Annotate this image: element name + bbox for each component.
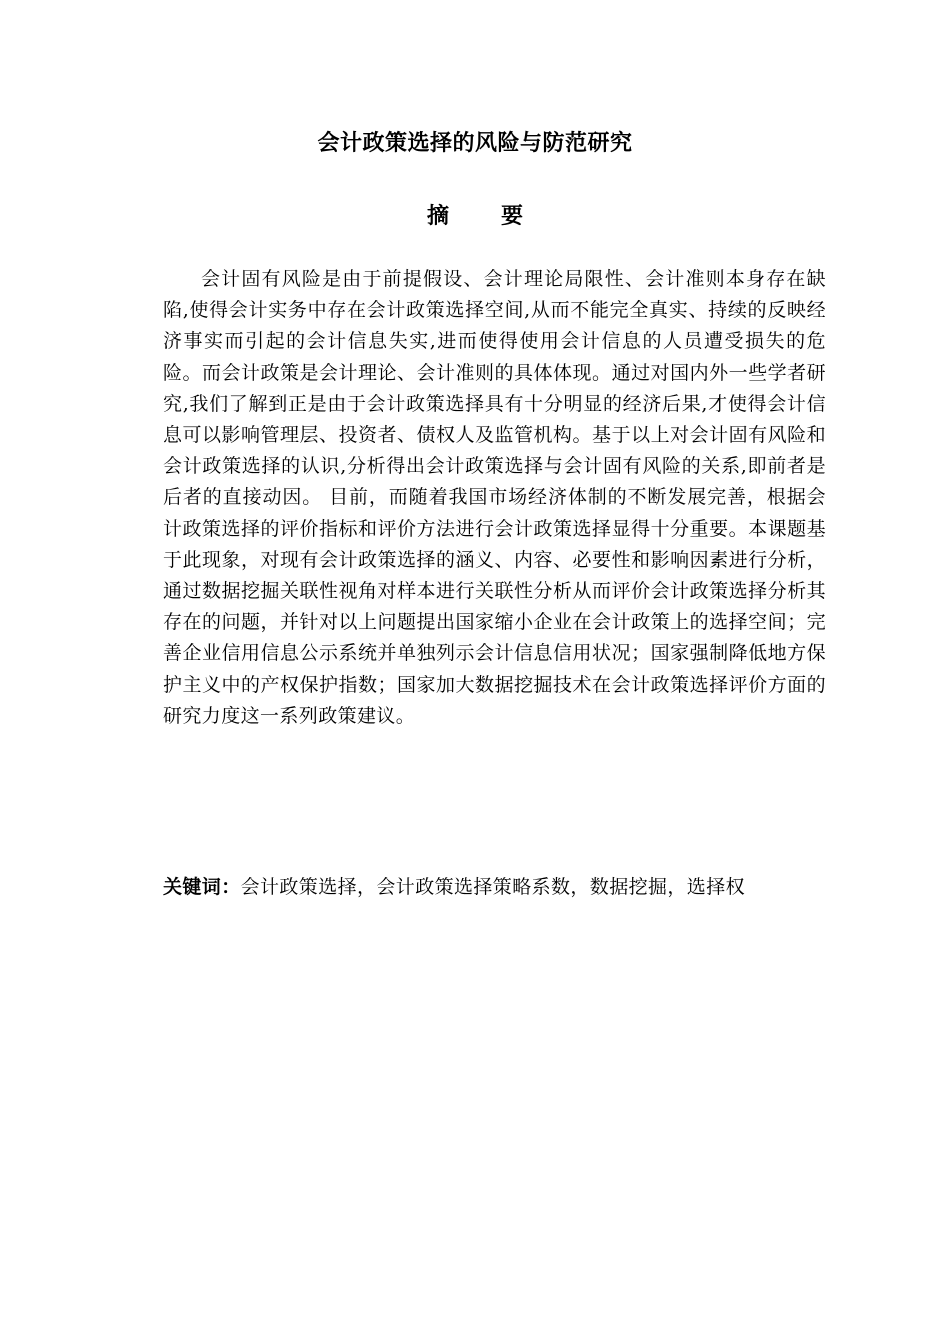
keywords-line bbox=[163, 872, 826, 903]
abstract-heading: 摘要 bbox=[426, 204, 575, 229]
keywords-label: 关键词： bbox=[163, 876, 241, 898]
abstract-paragraph: 会计固有风险是由于前提假设、会计理论局限性、会计准则本身存在缺陷,使得会计实务中存在会计政策选择空间,从而不能完全真实、持续的反映经济事实而引起的会计信息失实,进而使得使用会计信息的人员遭受损失的危险。而会计政策是会计理论、会计准则的具体体现。通过对国内外一些学者研究,我们了解到正是由于会计政策选择具有十分明显的经济后果,才使得会计信息可以影响管理层、投资者、债权人及监管机构。基于以上对会计固有风险和会计政策选择的认识,分析得出会计政策选择与会计固有风险的关系,即前者是后者的直接动因。 目前，而随着我国市场经济体制的不断发展完善，根据会计政策选择的评价指标和评价方法进行会计政策选择显得十分重要。本课题基于此现象，对现有会计政策选择的涵义、内容、必要性和影响因素进行分析，通过数据挖掘关联性视角对样本进行关联性分析从而评价会计政策选择分析其存在的问题，并针对以上问题提出国家缩小企业在会计政策上的选择空间；完善企业信用信息公示系统并单独列示会计信息信用状况；国家强制降低地方保护主义中的产权保护指数；国家加大数据挖掘技术在会计政策选择评价方面的研究力度这一系列政策建议。 bbox=[163, 268, 826, 727]
document-title: 会计政策选择的风险与防范研究 bbox=[317, 131, 633, 156]
keywords-text: 会计政策选择，会计政策选择策略系数，数据挖掘，选择权 bbox=[240, 876, 746, 898]
